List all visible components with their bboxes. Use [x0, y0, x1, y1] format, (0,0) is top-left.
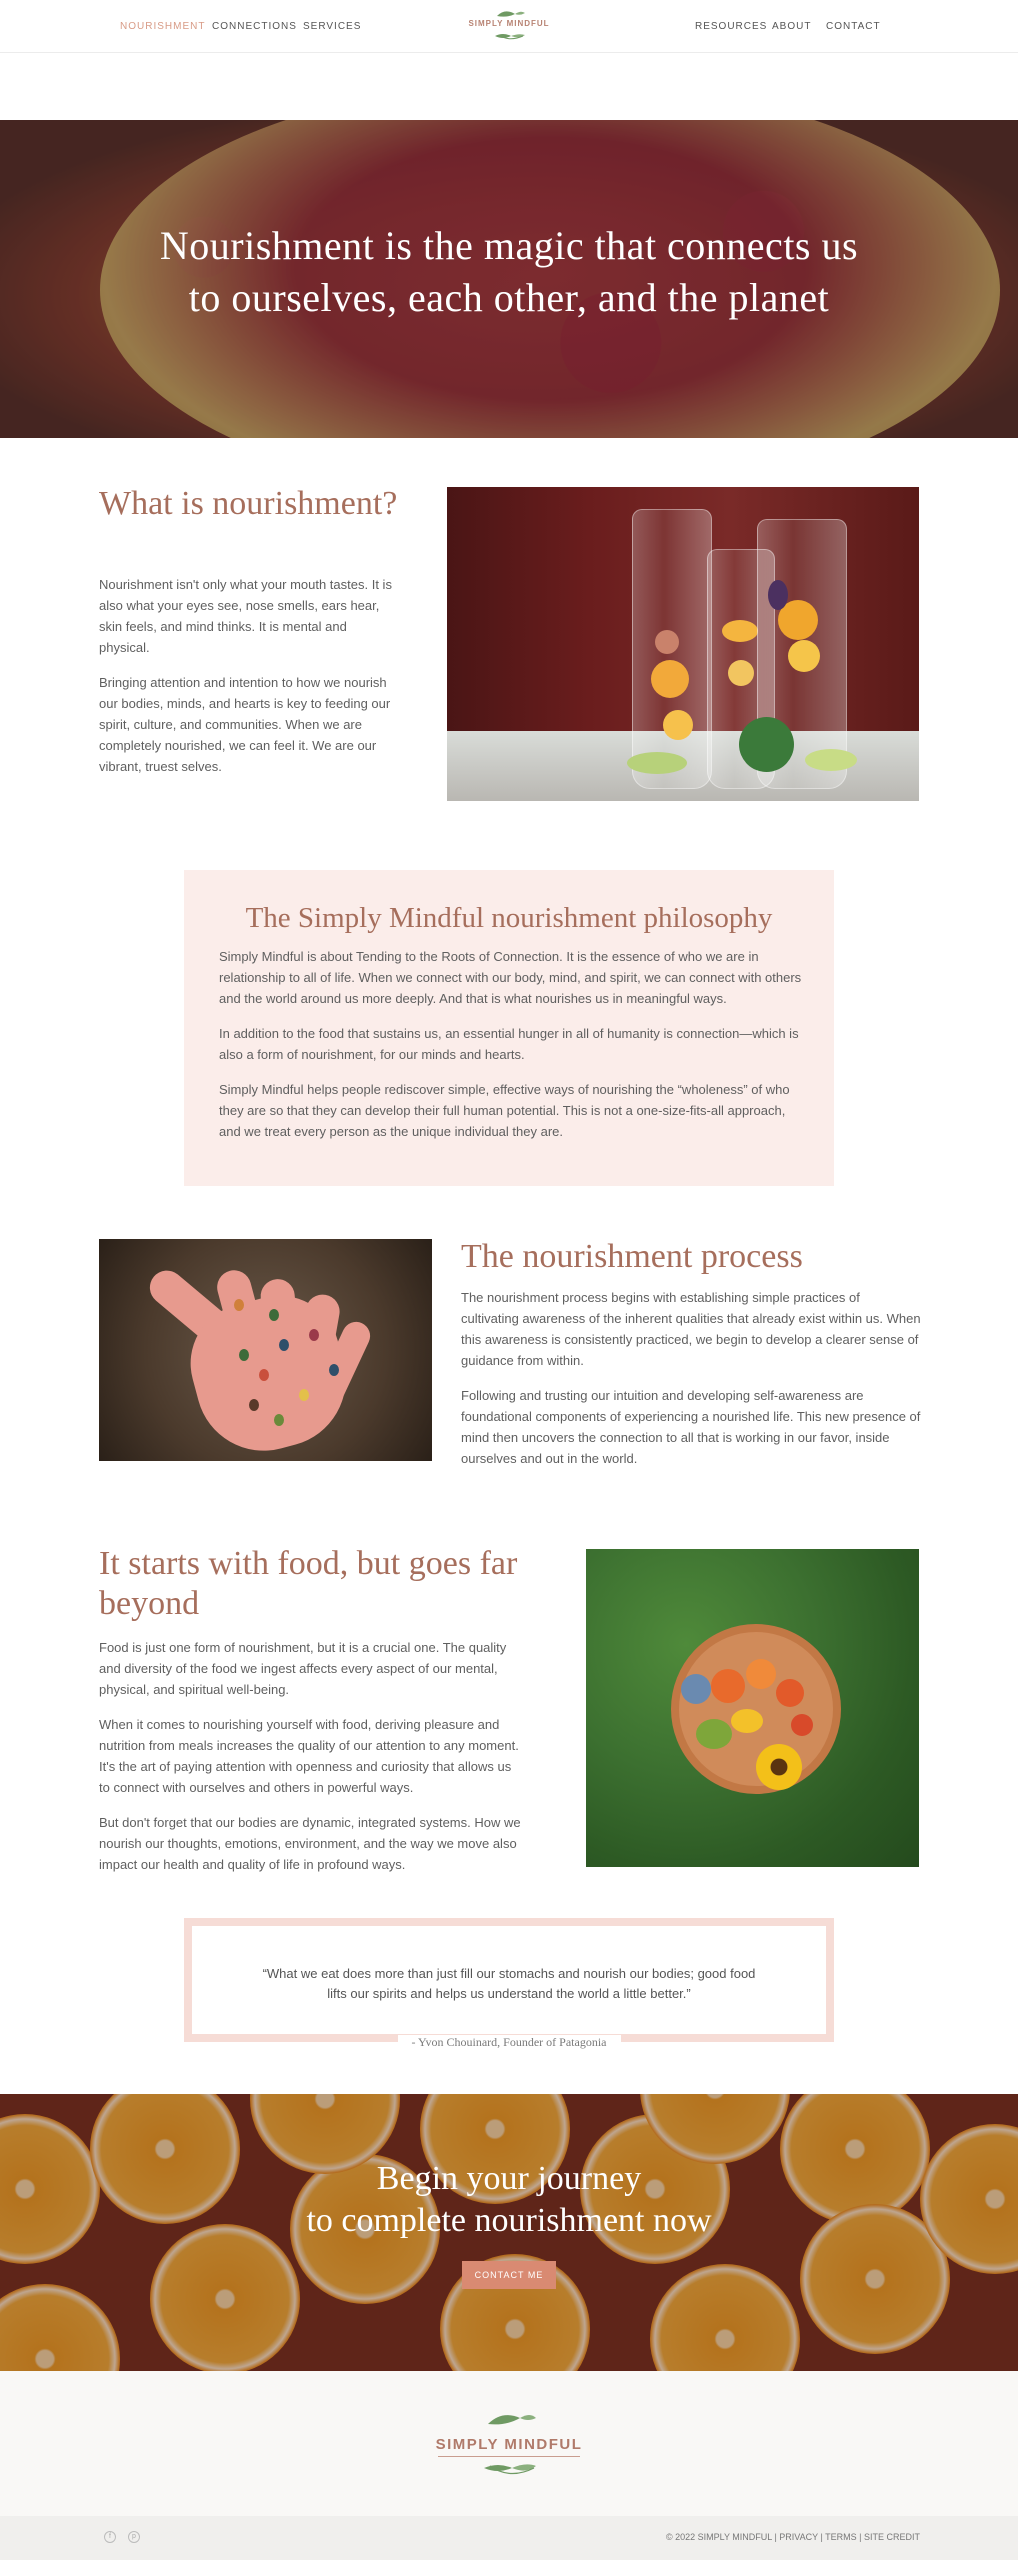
nav-nourishment[interactable]: NOURISHMENT — [120, 21, 206, 32]
paragraph: Food is just one form of nourishment, but it is a crucial one. The quality and diversity of the food we ingest affects every aspect of our mental, physical, and spiritual well-being. — [99, 1640, 507, 1697]
facebook-icon[interactable]: f — [104, 2531, 116, 2543]
contact-me-button[interactable]: CONTACT ME — [462, 2261, 556, 2289]
site-logo[interactable] — [467, 6, 551, 46]
paragraph: The nourishment process begins with establishing simple practices of cultivating awareness of the inherent qualities that already exist within us. When this awareness is consistently practiced, we begin to develop a clearer sense of guidance from within. — [461, 1290, 921, 1368]
hero-banner — [0, 120, 1018, 438]
paragraph: In addition to the food that sustains us, an essential hunger in all of humanity is connection—which is also a form of nourishment, for our minds and hearts. — [219, 1026, 799, 1062]
quote-author: - Yvon Chouinard, Founder of Patagonia — [192, 2033, 826, 2051]
quote-text: “What we eat does more than just fill our stomachs and nourish our bodies; good food lifts our spirits and helps us understand the world a little better.” — [262, 1966, 756, 2001]
food-text — [99, 1637, 524, 1875]
paragraph: Simply Mindful helps people rediscover simple, effective ways of nourishing the “wholeness” of who they are so that they can develop their full human potential. This is not a one-size-fits-all approach, and we treat every person as the unique individual they are. — [219, 1082, 790, 1139]
vegetable-basket-photo — [586, 1549, 919, 1867]
paragraph: When it comes to nourishing yourself with food, deriving pleasure and nutrition from meals increases the quality of our attention to any moment. It's the art of paying attention with openness and curiosity that allows us to connect with ourselves and others in powerful ways. — [99, 1717, 519, 1795]
water-jars-photo — [447, 487, 919, 801]
footer — [0, 2371, 1018, 2516]
nav-services[interactable]: SERVICES — [303, 21, 362, 32]
cta-line-2: to complete nourishment now — [306, 2202, 712, 2239]
footer-logo-text: SIMPLY MINDFUL — [435, 2436, 583, 2453]
paragraph: Simply Mindful is about Tending to the Roots of Connection. It is the essence of who we are in relationship to all of life. When we connect with our body, mind, and spirit, we can connect with others and the world around us more deeply. And that is what nourishes us in meaningful ways. — [219, 949, 802, 1006]
cta-banner — [0, 2094, 1018, 2371]
copyright-links[interactable]: © 2022 SIMPLY MINDFUL | PRIVACY | TERMS | SITE CREDIT — [665, 2532, 920, 2542]
paragraph: Nourishment isn't only what your mouth tastes. It is also what your eyes see, nose smells, ears hear, skin feels, and mind thinks. It is mental and physical. — [99, 577, 392, 655]
nav-about[interactable]: ABOUT — [772, 21, 812, 32]
quote-box — [184, 1918, 834, 2049]
hero-heading — [0, 220, 1018, 324]
process-title: The nourishment process — [461, 1238, 803, 1275]
philosophy-text — [219, 946, 804, 1142]
top-nav — [0, 0, 1018, 53]
nav-contact[interactable]: CONTACT — [826, 21, 881, 32]
what-is-nourishment-title: What is nourishment? — [99, 485, 398, 522]
food-title: It starts with food, but goes far beyond — [99, 1545, 518, 1622]
philosophy-title: The Simply Mindful nourishment philosophy — [245, 902, 773, 934]
what-is-nourishment-text — [99, 574, 399, 777]
hero-line-2: to ourselves, each other, and the planet — [188, 275, 830, 320]
hero-line-1: Nourishment is the magic that connects us — [159, 223, 859, 268]
paragraph: But don't forget that our bodies are dynamic, integrated systems. How we nourish our thoughts, emotions, environment, and the way we move also impact our health and quality of life in profound ways. — [99, 1815, 521, 1872]
paragraph: Following and trusting our intuition and developing self-awareness are foundational components of experiencing a nourished life. This new presence of mind then uncovers the connection to all that is working in our favor, inside ourselves and out in the world. — [461, 1388, 921, 1466]
philosophy-box — [184, 870, 834, 1186]
nav-connections[interactable]: CONNECTIONS — [212, 21, 297, 32]
cta-line-1: Begin your journey — [376, 2160, 642, 2197]
footer-logo[interactable] — [430, 2406, 588, 2486]
hand-stones-photo — [99, 1239, 432, 1461]
footer-bottom-bar — [0, 2516, 1018, 2560]
pinterest-icon[interactable]: p — [128, 2531, 140, 2543]
paragraph: Bringing attention and intention to how we nourish our bodies, minds, and hearts is key to feeding our spirit, culture, and communities. When we are completely nourished, we can feel it. We are our vibrant, truest selves. — [99, 675, 391, 774]
nav-resources[interactable]: RESOURCES — [695, 21, 768, 32]
cta-heading — [0, 2158, 1018, 2242]
logo-text: SIMPLY MINDFUL — [468, 19, 550, 28]
process-text — [461, 1287, 921, 1469]
